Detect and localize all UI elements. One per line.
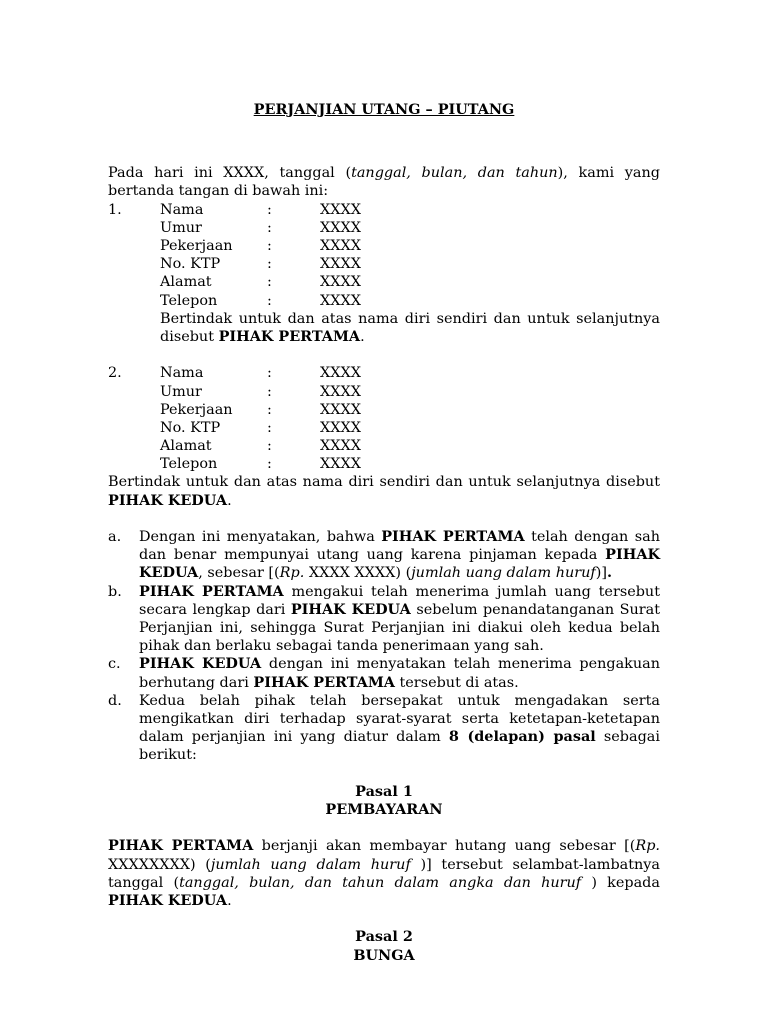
clause-marker: c. [108,656,121,673]
party-2-number: 2. [108,365,122,382]
intro-paragraph [108,164,660,200]
field-colon: : [267,274,272,291]
clause-text: sebagai berikut: [139,729,660,764]
intro-text: ), kami yang bertanda tangan di bawah ini: [108,165,660,200]
clause-text: Kedua belah pihak telah bersepakat untuk mengadakan serta mengikatkan diri terhadap syarat-syarat serta ketetapan-ketetapan dalam perjanjian ini yang diatur dalam [139,692,660,746]
party-1-row-nama [108,201,660,219]
field-value: XXXX [320,456,361,473]
field-value: XXXX [320,292,361,309]
party-2-statement [108,473,660,509]
clause-italic: jumlah uang dalam huruf [411,565,596,582]
clause-italic: Rp. [279,565,305,582]
statement-text: Bertindak untuk dan atas nama diri sendiri dan untuk selanjutnya disebut [160,310,660,345]
party-1-row-umur [108,219,660,237]
field-colon: : [267,292,272,309]
clause-bold: 8 (delapan) pasal [448,728,596,746]
field-colon: : [267,438,272,455]
intro-date-placeholder: tanggal, bulan, dan tahun [351,165,558,182]
pasal-2 [108,928,660,964]
field-value: XXXX [320,201,361,218]
party-2-row-umur [108,383,660,401]
field-colon: : [267,365,272,382]
field-label: Alamat [160,274,212,291]
field-colon: : [267,456,272,473]
clause-bold: PIHAK KEDUA [139,655,262,673]
clause-text: dengan ini menyatakan telah menerima pengakuan berhutang dari [139,656,660,691]
field-value: XXXX [320,419,361,436]
party-2-row-alamat [108,437,660,455]
clause-d [108,692,660,765]
document-page [108,101,660,965]
field-label: Telepon [160,456,218,473]
document-title: PERJANJIAN UTANG – PIUTANG [253,101,515,118]
clause-marker: a. [108,529,122,546]
party-1-row-alamat [108,273,660,291]
party-1-row-pekerjaan [108,237,660,255]
party-2-row-pekerjaan [108,401,660,419]
statement-end: . [227,492,232,509]
field-label: No. KTP [160,419,221,436]
clause-bold: PIHAK PERTAMA [381,528,525,546]
clause-text: )] [595,565,607,582]
pasal-text: XXXXXXXX) ( [108,856,211,873]
pasal-1-subheading: PEMBAYARAN [325,801,443,819]
field-label: Umur [160,383,202,400]
clause-bold: . [606,564,612,582]
clause-text: telah dengan sah dan benar mempunyai utang uang karena pinjaman kepada [139,529,660,564]
statement-text: Bertindak untuk dan atas nama diri sendiri dan untuk selanjutnya disebut [108,474,660,491]
pasal-italic: tanggal, bulan, dan tahun dalam angka dan huruf [179,874,582,891]
party-2-row-ktp [108,419,660,437]
clause-marker: d. [108,692,122,709]
party-2-role: PIHAK KEDUA [108,491,228,509]
clause-text: Dengan ini menyatakan, bahwa [139,529,382,546]
pasal-2-heading: Pasal 2 [355,928,413,946]
field-colon: : [267,219,272,236]
party-2-row-nama [108,364,660,382]
clause-bold: PIHAK PERTAMA [253,673,395,691]
pasal-1 [108,783,660,910]
pasal-italic: jumlah uang dalam huruf [210,856,411,873]
clause-c [108,655,660,691]
field-value: XXXX [320,438,361,455]
field-colon: : [267,237,272,254]
party-1-number: 1. [108,201,122,218]
field-label: Pekerjaan [160,237,233,254]
party-2-row-telepon [108,455,660,473]
pasal-italic: Rp. [635,838,660,855]
party-1-statement [160,310,660,346]
statement-end: . [360,328,365,345]
party-1-row-ktp [108,255,660,273]
field-colon: : [267,256,272,273]
field-value: XXXX [320,219,361,236]
clause-text: tersebut di atas. [394,674,519,691]
field-colon: : [267,383,272,400]
pasal-1-heading: Pasal 1 [355,782,413,800]
field-label: Telepon [160,292,218,309]
pasal-text: berjanji akan membayar hutang uang sebesar [( [253,838,636,855]
field-label: Nama [160,365,204,382]
pasal-2-subheading: BUNGA [353,946,415,964]
field-value: XXXX [320,401,361,418]
clause-bold: PIHAK KEDUA [290,600,411,618]
field-value: XXXX [320,365,361,382]
field-colon: : [267,419,272,436]
clause-a [108,528,660,583]
field-value: XXXX [320,274,361,291]
party-1-role: PIHAK PERTAMA [218,327,361,345]
intro-text: Pada hari ini XXXX, tanggal ( [108,165,352,182]
party-2-block [108,364,660,510]
field-label: Alamat [160,438,212,455]
clause-list [108,528,660,765]
field-label: No. KTP [160,256,221,273]
clause-bold: PIHAK PERTAMA [139,582,284,600]
pasal-bold: PIHAK PERTAMA [108,837,254,855]
clause-marker: b. [108,583,122,600]
clause-b [108,583,660,656]
field-label: Pekerjaan [160,401,233,418]
clause-bold: PIHAK KEDUA [139,546,660,582]
party-1-row-telepon [108,292,660,310]
pasal-text: ) kepada [581,874,660,891]
field-label: Umur [160,219,202,236]
pasal-text: )] tersebut selambat-lambatnya tanggal ( [108,856,660,891]
pasal-text: . [227,893,232,910]
field-value: XXXX [320,383,361,400]
clause-text: mengakui telah menerima jumlah uang tersebut secara lengkap dari [139,583,660,618]
clause-text: , sebesar [( [198,565,280,582]
pasal-1-paragraph [108,837,660,910]
clause-text: XXXX XXXX) ( [304,565,412,582]
field-value: XXXX [320,256,361,273]
field-value: XXXX [320,237,361,254]
field-colon: : [267,201,272,218]
field-label: Nama [160,201,204,218]
field-colon: : [267,401,272,418]
party-1-block [108,201,660,347]
pasal-bold: PIHAK KEDUA [108,892,228,910]
clause-text: sebelum penandatanganan Surat Perjanjian ini, sehingga Surat Perjanjian ini diakui oleh kedua belah pihak dan berlaku sebagai tanda penerimaan yang sah. [139,601,661,655]
